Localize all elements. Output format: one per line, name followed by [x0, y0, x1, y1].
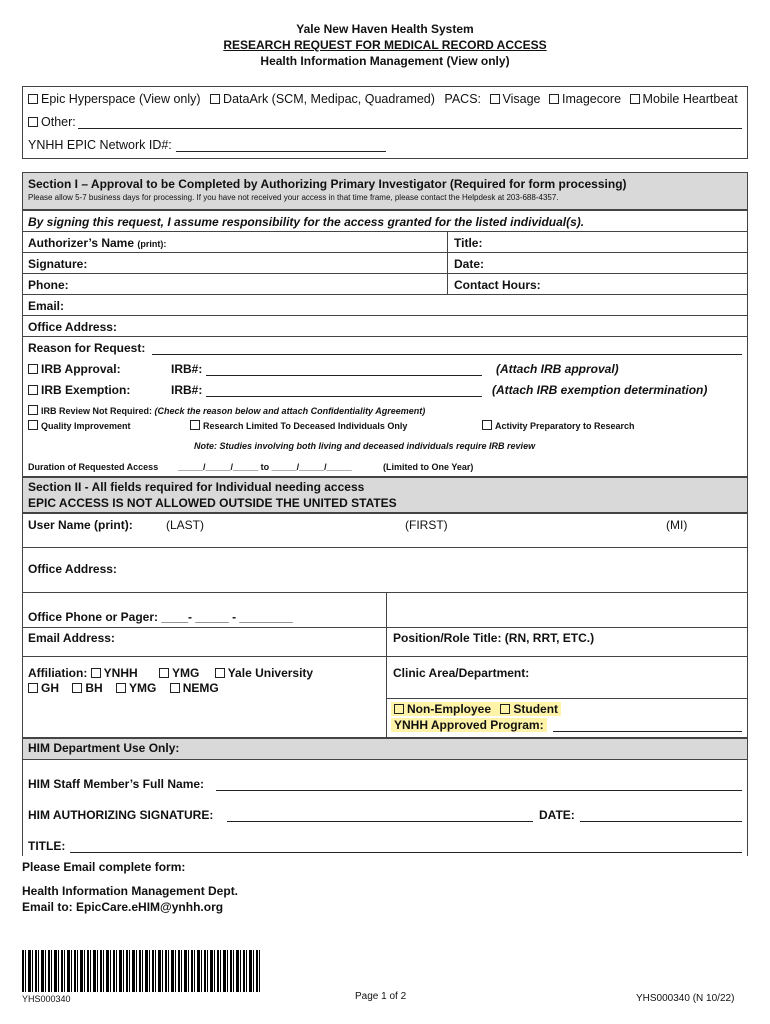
approved-program-field[interactable] [553, 731, 742, 732]
non-employee-checkbox[interactable]: Non-Employee [394, 702, 491, 716]
barcode [22, 950, 260, 992]
ynhh-checkbox[interactable]: YNHH [91, 666, 138, 680]
irb-approval-number-field[interactable] [206, 375, 482, 376]
form-title: RESEARCH REQUEST FOR MEDICAL RECORD ACCESS [223, 38, 547, 52]
ymg-2-checkbox[interactable]: YMG [116, 681, 156, 695]
reason-field[interactable] [152, 354, 742, 355]
imagecore-checkbox[interactable]: Imagecore [549, 92, 621, 106]
preparatory-checkbox[interactable]: Activity Preparatory to Research [482, 420, 635, 431]
deceased-only-checkbox[interactable]: Research Limited To Deceased Individuals Only [190, 420, 407, 431]
irb-num-label-2: IRB#: [171, 383, 203, 397]
visage-checkbox[interactable]: Visage [490, 92, 541, 106]
irb-not-required-checkbox[interactable]: IRB Review Not Required: (Check the reason below and attach Confidentiality Agreement) [28, 405, 425, 416]
clinic-department-field[interactable]: Clinic Area/Department: [393, 666, 530, 680]
user-email-field[interactable]: Email Address: [28, 631, 115, 645]
him-title-label: TITLE: [28, 839, 66, 853]
office-phone-field[interactable]: Office Phone or Pager: ____- _____ - ________ [28, 610, 293, 624]
pacs-label: PACS: [444, 92, 482, 106]
email-to: Email to: EpicCare.eHIM@ynhh.org [22, 900, 224, 914]
systems-row [28, 92, 738, 106]
form-code: YHS000340 (N 10/22) [636, 993, 735, 1004]
middle-initial-field[interactable]: (MI) [666, 518, 688, 532]
signature-field[interactable]: Signature: [28, 257, 88, 271]
last-name-field[interactable]: (LAST) [166, 518, 205, 532]
affiliation-row-1 [28, 666, 313, 680]
authorizer-title-field[interactable]: Title: [454, 236, 483, 250]
other-checkbox[interactable]: Other: [28, 115, 76, 129]
attach-irb-note: (Attach IRB approval) [496, 362, 619, 376]
dataark-checkbox[interactable]: DataArk (SCM, Medipac, Quadramed) [210, 92, 435, 106]
email-field[interactable]: Email: [28, 299, 65, 313]
quality-improvement-checkbox[interactable]: Quality Improvement [28, 420, 131, 431]
phone-field[interactable]: Phone: [28, 278, 69, 292]
him-signature-field[interactable] [227, 821, 533, 822]
form-subtitle: Health Information Management (View only) [260, 54, 510, 68]
mobile-heartbeat-checkbox[interactable]: Mobile Heartbeat [630, 92, 738, 106]
duration-label: Duration of Requested Access [28, 462, 159, 472]
contact-hours-field[interactable]: Contact Hours: [454, 278, 541, 292]
date-field[interactable]: Date: [454, 257, 485, 271]
user-name-label: User Name (print): [28, 518, 133, 532]
network-id-label: YNHH EPIC Network ID#: [28, 138, 172, 152]
irb-approval-checkbox[interactable]: IRB Approval: [28, 362, 121, 376]
reason-label: Reason for Request: [28, 341, 146, 355]
other-field[interactable] [78, 128, 742, 129]
him-date-label: DATE: [539, 808, 575, 822]
affiliation-row-2 [28, 681, 219, 695]
him-staff-label: HIM Staff Member’s Full Name: [28, 777, 205, 791]
studies-note: Note: Studies involving both living and deceased individuals require IRB review [194, 441, 536, 451]
irb-num-label: IRB#: [171, 362, 203, 376]
irb-exemption-checkbox[interactable]: IRB Exemption: [28, 383, 130, 397]
affiliation-label: Affiliation: [28, 666, 88, 680]
him-title-field[interactable] [70, 852, 742, 853]
employee-type-row [391, 702, 561, 716]
email-complete-note: Please Email complete form: [22, 860, 186, 874]
duration-limit-note: (Limited to One Year) [383, 462, 474, 472]
yale-university-checkbox[interactable]: Yale University [215, 666, 313, 680]
section1-title: Section I – Approval to be Completed by Authorizing Primary Investigator (Required for form processing) [28, 177, 627, 191]
irb-exemption-number-field[interactable] [206, 396, 482, 397]
attach-exemption-note: (Attach IRB exemption determination) [492, 383, 708, 397]
him-date-field[interactable] [580, 821, 742, 822]
section2-title: Section II - All fields required for Individual needing access [28, 480, 365, 494]
him-dept: Health Information Management Dept. [22, 884, 239, 898]
duration-dates-field[interactable]: _____/_____/_____ to _____/_____/_____ [178, 462, 352, 472]
nemg-checkbox[interactable]: NEMG [170, 681, 219, 695]
epic-checkbox[interactable]: Epic Hyperspace (View only) [28, 92, 201, 106]
him-staff-field[interactable] [216, 790, 742, 791]
org-name: Yale New Haven Health System [296, 22, 474, 36]
bh-checkbox[interactable]: BH [72, 681, 102, 695]
student-checkbox[interactable]: Student [500, 702, 558, 716]
approved-program-label: YNHH Approved Program: [391, 718, 547, 732]
authorizer-name-field[interactable]: Authorizer’s Name (print): [28, 236, 167, 250]
ymg-checkbox[interactable]: YMG [159, 666, 199, 680]
office-address-field[interactable]: Office Address: [28, 320, 117, 334]
section2-warning: EPIC ACCESS IS NOT ALLOWED OUTSIDE THE UNITED STATES [28, 496, 397, 510]
network-id-field[interactable] [176, 151, 386, 152]
user-office-address-field[interactable]: Office Address: [28, 562, 117, 576]
page-number: Page 1 of 2 [355, 991, 407, 1002]
him-signature-label: HIM AUTHORIZING SIGNATURE: [28, 808, 214, 822]
responsibility-statement: By signing this request, I assume responsibility for the access granted for the listed individual(s). [28, 215, 585, 229]
gh-checkbox[interactable]: GH [28, 681, 59, 695]
position-title-field[interactable]: Position/Role Title: (RN, RRT, ETC.) [393, 631, 595, 645]
first-name-field[interactable]: (FIRST) [405, 518, 448, 532]
barcode-text: YHS000340 [22, 994, 71, 1004]
section1-note: Please allow 5-7 business days for processing. If you have not received your access in that time frame, please contact the Helpdesk at 203-688-4357. [28, 193, 559, 202]
him-title: HIM Department Use Only: [28, 741, 180, 755]
